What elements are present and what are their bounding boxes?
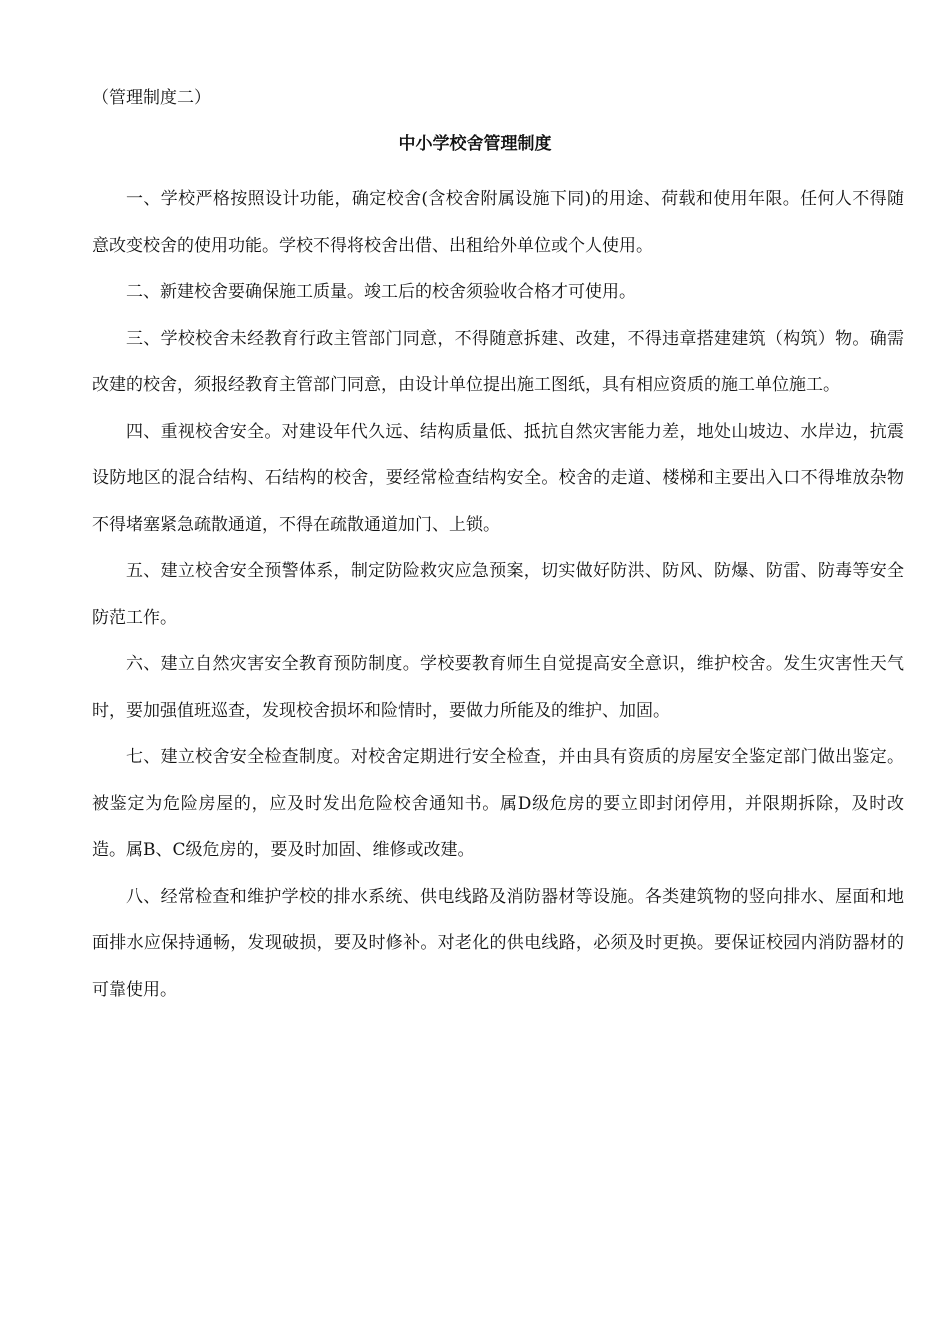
paragraph-1: 一、学校严格按照设计功能，确定校舍(含校舍附属设施下同)的用途、荷载和使用年限。任何人不得随意改变校舍的使用功能。学校不得将校舍出借、出租给外单位或个人使用。 xyxy=(92,189,904,256)
paragraph-5: 五、建立校舍安全预警体系，制定防险救灾应急预案，切实做好防洪、防风、防爆、防雷、防毒等安全防范工作。 xyxy=(92,561,904,628)
paragraph-4: 四、重视校舍安全。对建设年代久远、结构质量低、抵抗自然灾害能力差，地处山坡边、水岸边，抗震设防地区的混合结构、石结构的校舍，要经常检查结构安全。校舍的走道、楼梯和主要出入口不得堆放杂物不得堵塞紧急疏散通道，不得在疏散通道加门、上锁。 xyxy=(92,421,904,535)
paragraph-2: 二、新建校舍要确保施工质量。竣工后的校舍须验收合格才可使用。 xyxy=(126,282,636,302)
paragraph-7: 七、建立校舍安全检查制度。对校舍定期进行安全检查，并由具有资质的房屋安全鉴定部门做出鉴定。被鉴定为危险房屋的，应及时发出危险校舍通知书。属D级危房的要立即封闭停用，并限期拆除，及时改造。属B、C级危房的，要及时加固、维修或改建。 xyxy=(92,747,904,860)
paragraph-8: 八、经常检查和维护学校的排水系统、供电线路及消防器材等设施。各类建筑物的竖向排水、屋面和地面排水应保持通畅，发现破损，要及时修补。对老化的供电线路，必须及时更换。要保证校园内消防器材的可靠使用。 xyxy=(92,886,904,1000)
paragraph-6: 六、建立自然灾害安全教育预防制度。学校要教育师生自觉提高安全意识，维护校舍。发生灾害性天气时，要加强值班巡查，发现校舍损坏和险情时，要做力所能及的维护、加固。 xyxy=(92,654,904,721)
paragraph-3: 三、学校校舍未经教育行政主管部门同意，不得随意拆建、改建，不得违章搭建建筑（构筑）物。确需改建的校舍，须报经教育主管部门同意，由设计单位提出施工图纸，具有相应资质的施工单位施工。 xyxy=(92,328,904,395)
document-subtitle: （管理制度二） xyxy=(92,88,211,108)
document-title: 中小学校舍管理制度 xyxy=(398,134,552,154)
document-body xyxy=(92,176,904,1013)
